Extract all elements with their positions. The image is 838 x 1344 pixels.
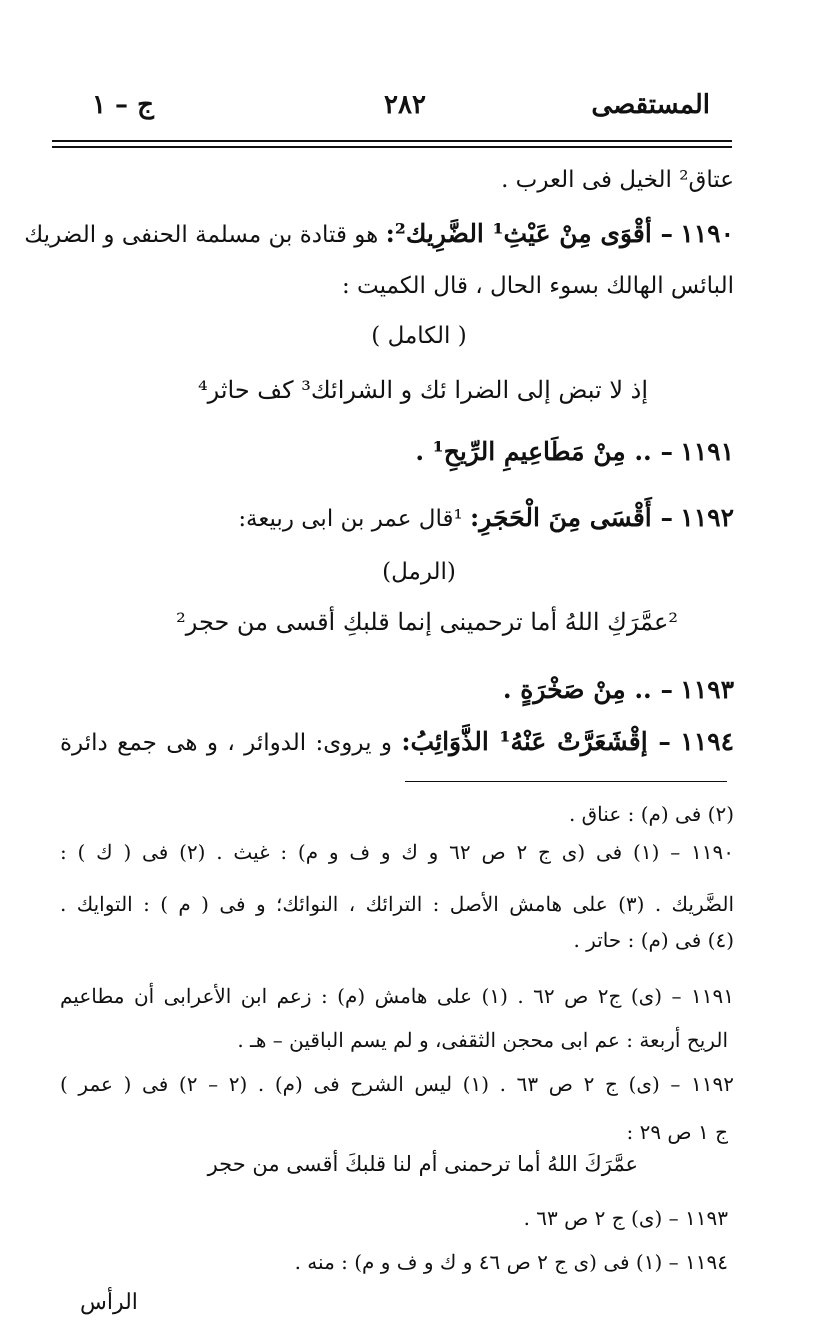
proverb-heading: – أقْوَى مِنْ عَيْثِ¹ الضَّرِيك²: [385,219,673,248]
entry-text: و يروى: الدوائر ، و هى جمع دائرة [60,730,392,756]
proverb-heading: – أَقْسَى مِنَ الْحَجَرِ: [470,503,673,532]
footnote-line: ١١٩٠ – (١) فى (ى ج ٢ ص ٦٢ و ك و ف و م) : غيث . (٢) فى ( ك ) : [60,840,734,864]
entry-1190-line-2: البائس الهالك بسوء الحال ، قال الكميت : [341,273,734,299]
footnote-line: ١١٩٣ – (ى) ج ٢ ص ٦٣ . [523,1206,728,1230]
catchword: الرأس [80,1290,138,1315]
footnote-line: ١١٩٤ – (١) فى (ى ج ٢ ص ٤٦ و ك و ف و م) : منه . [294,1250,728,1274]
entry-text: هو قتادة بن مسلمة الحنفى و الضريك [24,222,379,248]
footnote-line: ١١٩١ – (ى) ج٢ ص ٦٢ . (١) على هامش (م) : زعم ابن الأعرابى أن مطاعيم [60,984,734,1008]
verse-line: ²عمَّرَكِ اللهُ أما ترحمينى إنما قلبكِ أقسى من حجر² [176,608,678,636]
header-rule-bottom [52,146,732,148]
footnote-line: (٢) فى (م) : عناق . [568,802,734,826]
entry-number: ١١٩٠ [680,219,734,248]
page-number: ٢٨٢ [384,90,426,120]
entry-number: ١١٩٣ [680,675,734,704]
footnote-verse: عمَّرَكَ اللهُ أما ترحمنى أم لنا قلبكَ أقسى من حجر [207,1152,638,1176]
entry-number: ١١٩١ [680,437,734,466]
entry-1194 [60,726,734,759]
footnote-line: ١١٩٢ – (ى) ج ٢ ص ٦٣ . (١) ليس الشرح فى (م) . (٢ – ٢) فى ( عمر ) [60,1072,734,1096]
body-line-1: عتاق² الخيل فى العرب . [501,167,734,193]
footnote-line: (٤) فى (م) : حاتر . [573,928,734,952]
footnote-line: الريح أربعة : عم ابى محجن الثقفى، و لم يسم الباقين – هـ . [237,1028,728,1052]
footnote-line: ج ١ ص ٢٩ : [626,1120,728,1144]
meter-label: ( الكامل ) [371,323,467,349]
running-title: المستقصى [591,90,710,120]
footnote-line: الضَّريك . (٣) على هامش الأصل : الترائك ، النوائك؛ و فى ( م ) : التوايك . [60,892,735,916]
entry-text: ¹قال عمر بن ابى ربيعة: [238,506,463,532]
footnote-rule [405,781,727,782]
proverb-heading: – إقْشَعَرَّتْ عَنْهُ¹ الذَّوَائِبُ: [401,727,671,756]
proverb-heading: – .. مِنْ صَخْرَةٍ . [502,675,673,704]
entry-number: ١١٩٢ [680,503,734,532]
verse-line: إذ لا تبض إلى الضرا ئك و الشرائك³ كف حاثر⁴ [197,376,648,404]
volume-label: ج – ١ [92,90,154,120]
proverb-heading: – .. مِنْ مَطَاعِيمِ الرِّيحِ¹ . [415,437,673,466]
entry-1193 [503,674,734,707]
entry-1191 [415,436,734,469]
entry-1190 [24,218,734,251]
header-rule-top [52,140,732,142]
entry-number: ١١٩٤ [680,727,734,756]
entry-1192 [238,502,734,535]
meter-label: (الرمل) [382,559,456,585]
